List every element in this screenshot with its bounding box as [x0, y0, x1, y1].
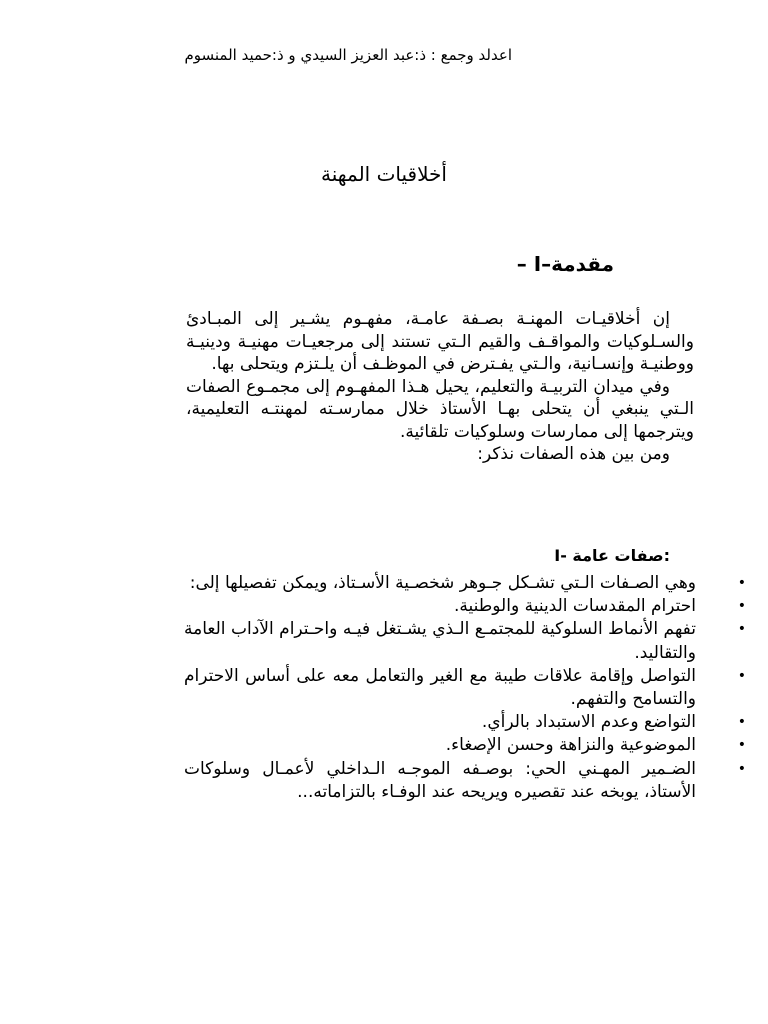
- bullet-icon: •: [737, 737, 746, 754]
- list-item: [184, 734, 746, 757]
- list-item-text: الضـمير المهـني الحي: بوصـفه الموجـه الـداخلي لأعمـال وسلوكات الأستاذ، يوبخه عند تقصيره ويريحه عند الوفـاء بالتزاماته...: [184, 758, 696, 802]
- section-heading-introduction: – I–مقدمة: [516, 252, 614, 276]
- bullet-icon: •: [737, 575, 746, 591]
- list-item-text: الموضوعية والنزاهة وحسن الإصغاء.: [445, 735, 696, 756]
- bullet-icon: •: [737, 667, 746, 684]
- list-item-text: التواصل وإقامة علاقات طيبة مع الغير والتعامل معه على أساس الاحترام والتسامح والتفهم.: [184, 665, 696, 710]
- bullet-icon: •: [737, 714, 746, 731]
- list-item-text: احترام المقدسات الدينية والوطنية.: [453, 596, 696, 617]
- introduction-body: [186, 308, 694, 466]
- intro-paragraph-3: ومن بين هذه الصفات نذكر:: [477, 444, 670, 464]
- bullet-icon: •: [737, 760, 746, 777]
- list-item: [184, 572, 746, 595]
- author-credit: اعدلد وجمع : ذ:عبد العزيز السيدي و ذ:حميد المنسوم: [184, 46, 512, 64]
- bullet-icon: •: [737, 598, 746, 615]
- list-item: [184, 758, 746, 804]
- intro-paragraph-1: إن أخلاقيـات المهنـة بصـفة عامـة، مفهـوم يشـير إلى المبـادئ والسـلوكيات والمواقـف والقيم الـتي تستند إلى مرجعيـات مهنيـة ودينيـة ووطنيـة وإنسـانية، والـتي يفـترض في الموظـف أن يلـتزم ويتحلى بها.: [186, 309, 694, 374]
- subheading-general-traits: I- صفات عامة:: [554, 546, 670, 565]
- list-item: [184, 595, 746, 618]
- list-item-text: تفهم الأنماط السلوكية للمجتمـع الـذي يشـتغل فيـه واحـترام الآداب العامة والتقاليد.: [184, 619, 696, 663]
- list-item-text: التواضع وعدم الاستبداد بالرأي.: [481, 712, 696, 733]
- list-item: [184, 618, 746, 664]
- general-traits-list: [184, 572, 746, 804]
- list-item: [184, 711, 746, 734]
- list-item: [184, 665, 746, 711]
- document-title: أخلاقيات المهنة: [321, 162, 447, 186]
- intro-paragraph-2: وفي ميدان التربيـة والتعليم، يحيل هـذا المفهـوم إلى مجمـوع الصفات الـتي ينبغي أن يتحلى بهـا الأستاذ خلال ممارسـته لمهنتـه التعليمية، ويترجمها إلى ممارسات وسلوكيات تلقائية.: [186, 376, 694, 442]
- bullet-icon: •: [737, 621, 746, 638]
- list-item-text: وهي الصـفات الـتي تشـكل جـوهر شخصـية الأسـتاذ، ويمكن تفصيلها إلى:: [189, 573, 696, 593]
